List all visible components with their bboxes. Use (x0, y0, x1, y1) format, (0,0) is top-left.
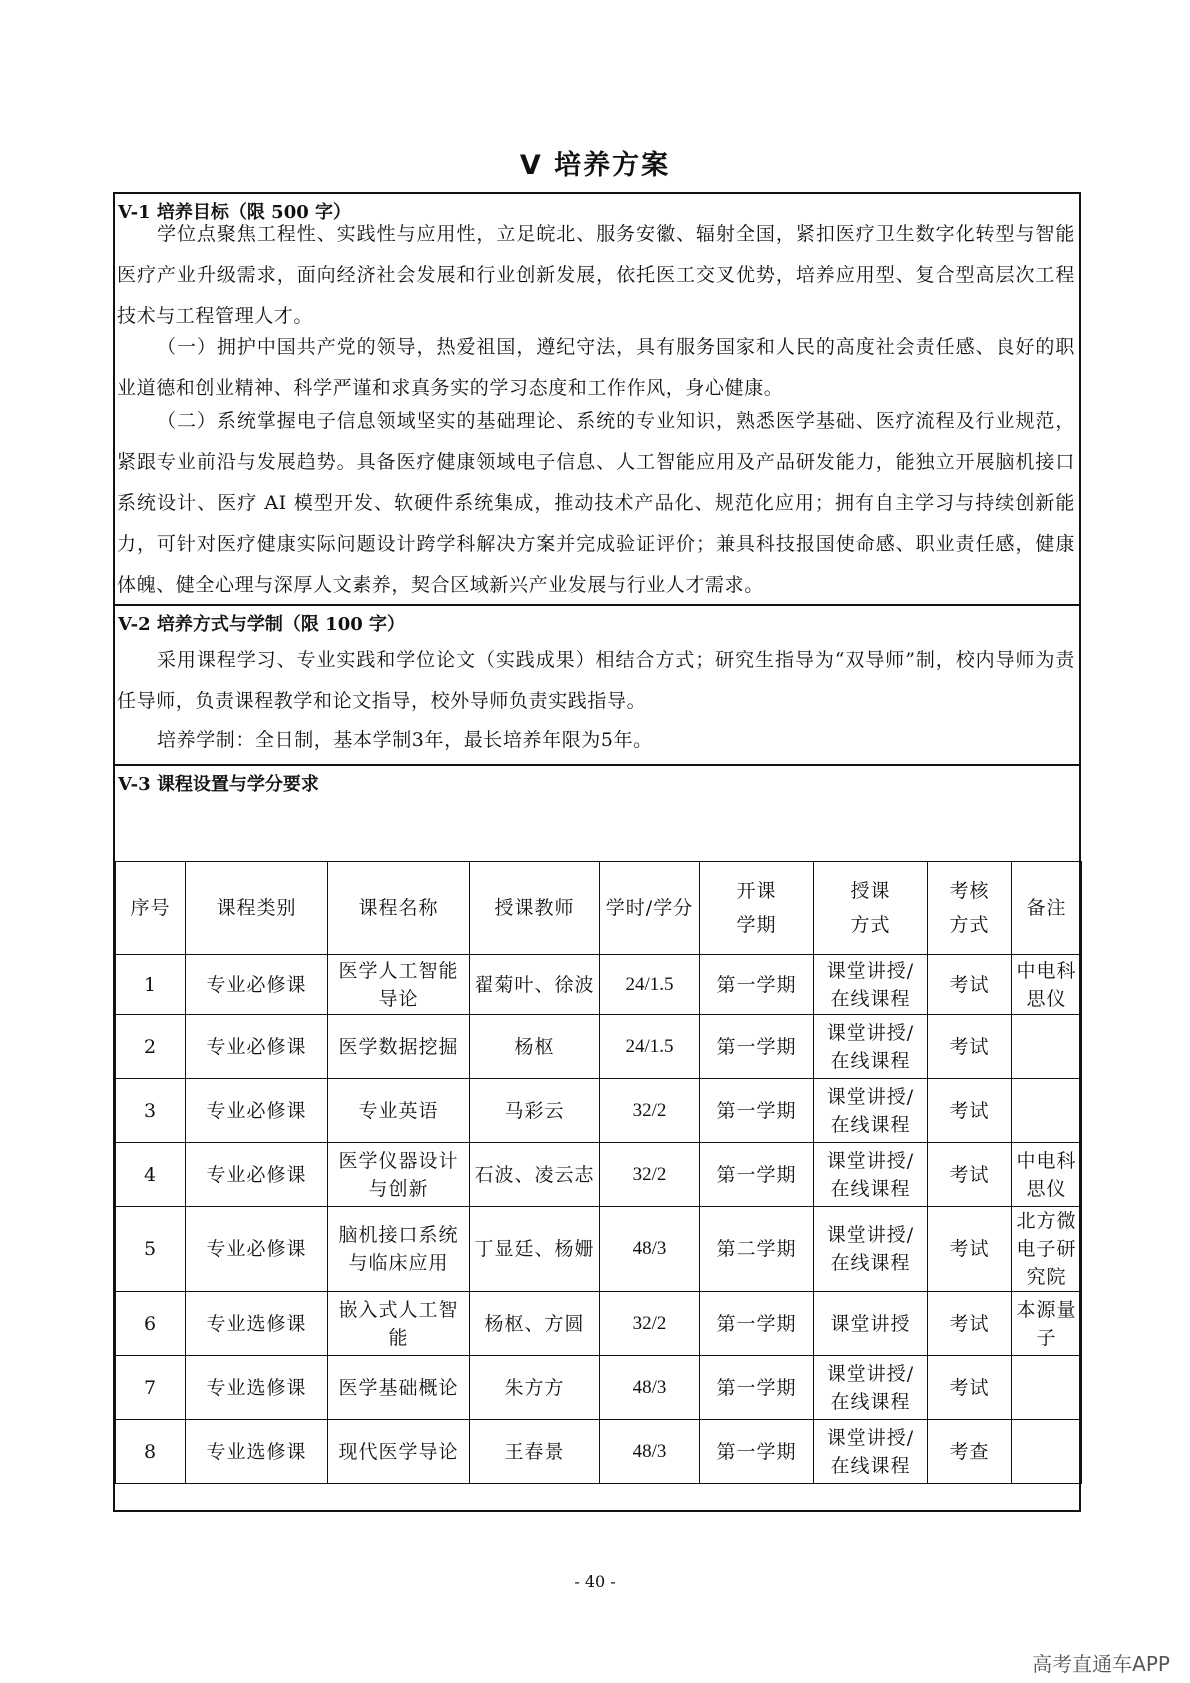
header-col-teacher: 授课教师 (470, 862, 600, 955)
section-heading-mode: V-2 培养方式与学制（限 100 字） (118, 614, 406, 635)
cell-col-course-name: 医学基础概论 (328, 1356, 470, 1420)
cell-col-course-name: 脑机接口系统与临床应用 (328, 1207, 470, 1292)
cell-col-assessment: 考试 (928, 1356, 1012, 1420)
cell-col-assessment: 考试 (928, 1079, 1012, 1143)
cell-col-index: 5 (116, 1207, 186, 1292)
header-col-index: 序号 (116, 862, 186, 955)
cell-col-term: 第一学期 (700, 1356, 814, 1420)
header-col-remark: 备注 (1012, 862, 1082, 955)
cell-col-category: 专业选修课 (186, 1356, 328, 1420)
cell-col-assessment: 考试 (928, 955, 1012, 1015)
cell-col-teacher: 杨枢、方圆 (470, 1292, 600, 1356)
page-number: - 40 - (574, 1572, 616, 1591)
table-row (116, 1420, 1082, 1484)
cell-col-term: 第一学期 (700, 1143, 814, 1207)
cell-col-teaching-mode: 课堂讲授/在线课程 (814, 1015, 928, 1079)
cell-col-teaching-mode: 课堂讲授/在线课程 (814, 955, 928, 1015)
training-plan-frame (113, 192, 1081, 1512)
header-col-course-name: 课程名称 (328, 862, 470, 955)
cell-col-hours-credits: 32/2 (600, 1292, 700, 1356)
cell-col-assessment: 考试 (928, 1143, 1012, 1207)
section-heading-courses: V-3 课程设置与学分要求 (118, 774, 319, 795)
cell-col-teaching-mode: 课堂讲授/在线课程 (814, 1207, 928, 1292)
cell-col-teacher: 杨枢 (470, 1015, 600, 1079)
header-col-term: 开课 学期 (700, 862, 814, 955)
cell-col-term: 第一学期 (700, 1420, 814, 1484)
header-col-category: 课程类别 (186, 862, 328, 955)
page-title: V 培养方案 (519, 150, 671, 181)
header-col-teaching-mode: 授课 方式 (814, 862, 928, 955)
cell-col-index: 4 (116, 1143, 186, 1207)
table-row (116, 1143, 1082, 1207)
watermark: 高考直通车APP (1032, 1652, 1170, 1676)
cell-col-term: 第一学期 (700, 955, 814, 1015)
cell-col-course-name: 嵌入式人工智能 (328, 1292, 470, 1356)
cell-col-teacher: 朱方方 (470, 1356, 600, 1420)
cell-col-term: 第二学期 (700, 1207, 814, 1292)
cell-col-index: 2 (116, 1015, 186, 1079)
cell-col-remark: 本源量子 (1012, 1292, 1082, 1356)
cell-col-index: 6 (116, 1292, 186, 1356)
cell-col-remark: 中电科思仪 (1012, 1143, 1082, 1207)
cell-col-teacher: 翟菊叶、徐波 (470, 955, 600, 1015)
table-row (116, 1079, 1082, 1143)
table-header-row (116, 862, 1082, 955)
table-row (116, 955, 1082, 1015)
cell-col-term: 第一学期 (700, 1015, 814, 1079)
cell-col-teaching-mode: 课堂讲授/在线课程 (814, 1420, 928, 1484)
cell-col-course-name: 医学仪器设计与创新 (328, 1143, 470, 1207)
course-table (115, 861, 1082, 1484)
cell-col-assessment: 考试 (928, 1015, 1012, 1079)
cell-col-term: 第一学期 (700, 1079, 814, 1143)
cell-col-course-name: 现代医学导论 (328, 1420, 470, 1484)
cell-col-hours-credits: 32/2 (600, 1143, 700, 1207)
cell-col-teaching-mode: 课堂讲授 (814, 1292, 928, 1356)
cell-col-course-name: 医学数据挖掘 (328, 1015, 470, 1079)
cell-col-course-name: 专业英语 (328, 1079, 470, 1143)
cell-col-remark (1012, 1015, 1082, 1079)
cell-col-hours-credits: 48/3 (600, 1356, 700, 1420)
cell-col-remark: 中电科思仪 (1012, 955, 1082, 1015)
cell-col-category: 专业必修课 (186, 1015, 328, 1079)
cell-col-assessment: 考查 (928, 1420, 1012, 1484)
cell-col-hours-credits: 24/1.5 (600, 1015, 700, 1079)
cell-col-index: 8 (116, 1420, 186, 1484)
cell-col-hours-credits: 32/2 (600, 1079, 700, 1143)
cell-col-category: 专业必修课 (186, 1143, 328, 1207)
cell-col-teacher: 丁显廷、杨姗 (470, 1207, 600, 1292)
section-heading-goals: V-1 培养目标（限 500 字） (118, 202, 352, 223)
cell-col-teaching-mode: 课堂讲授/在线课程 (814, 1079, 928, 1143)
cell-col-hours-credits: 24/1.5 (600, 955, 700, 1015)
cell-col-category: 专业必修课 (186, 1207, 328, 1292)
cell-col-category: 专业选修课 (186, 1292, 328, 1356)
cell-col-index: 3 (116, 1079, 186, 1143)
cell-col-course-name: 医学人工智能导论 (328, 955, 470, 1015)
mode-paragraph-1: 采用课程学习、专业实践和学位论文（实践成果）相结合方式；研究生指导为“双导师”制，校内导师为责任导师，负责课程教学和论文指导，校外导师负责实践指导。 (117, 649, 1075, 712)
cell-col-term: 第一学期 (700, 1292, 814, 1356)
cell-col-remark (1012, 1420, 1082, 1484)
cell-col-category: 专业选修课 (186, 1420, 328, 1484)
table-row (116, 1356, 1082, 1420)
cell-col-remark (1012, 1079, 1082, 1143)
table-row (116, 1207, 1082, 1292)
cell-col-remark: 北方微电子研究院 (1012, 1207, 1082, 1292)
cell-col-assessment: 考试 (928, 1292, 1012, 1356)
goals-paragraph-1: 学位点聚焦工程性、实践性与应用性，立足皖北、服务安徽、辐射全国，紧扣医疗卫生数字化转型与智能医疗产业升级需求，面向经济社会发展和行业创新发展，依托医工交叉优势，培养应用型、复合型高层次工程技术与工程管理人才。 (117, 223, 1075, 327)
table-row (116, 1292, 1082, 1356)
cell-col-index: 7 (116, 1356, 186, 1420)
cell-col-assessment: 考试 (928, 1207, 1012, 1292)
cell-col-hours-credits: 48/3 (600, 1207, 700, 1292)
cell-col-category: 专业必修课 (186, 1079, 328, 1143)
cell-col-hours-credits: 48/3 (600, 1420, 700, 1484)
goals-paragraph-2: （一）拥护中国共产党的领导，热爱祖国，遵纪守法，具有服务国家和人民的高度社会责任感、良好的职业道德和创业精神、科学严谨和求真务实的学习态度和工作作风，身心健康。 (117, 336, 1075, 399)
goals-paragraph-3: （二）系统掌握电子信息领域坚实的基础理论、系统的专业知识，熟悉医学基础、医疗流程及行业规范，紧跟专业前沿与发展趋势。具备医疗健康领域电子信息、人工智能应用及产品研发能力，能独立开展脑机接口系统设计、医疗 AI 模型开发、软硬件系统集成，推动技术产品化、规范化应用；拥有自主学习与持续创新能力，可针对医疗健康实际问题设计跨学科解决方案并完成验证评价；兼具科技报国使命感、职业责任感，健康体魄、健全心理与深厚人文素养，契合区域新兴产业发展与行业人才需求。 (117, 410, 1075, 596)
cell-col-teacher: 石波、凌云志 (470, 1143, 600, 1207)
cell-col-teacher: 马彩云 (470, 1079, 600, 1143)
cell-col-index: 1 (116, 955, 186, 1015)
header-col-assessment: 考核 方式 (928, 862, 1012, 955)
table-row (116, 1015, 1082, 1079)
mode-paragraph-2: 培养学制：全日制，基本学制3年，最长培养年限为5年。 (157, 729, 653, 751)
cell-col-category: 专业必修课 (186, 955, 328, 1015)
cell-col-remark (1012, 1356, 1082, 1420)
cell-col-teaching-mode: 课堂讲授/在线课程 (814, 1356, 928, 1420)
header-col-hours-credits: 学时/学分 (600, 862, 700, 955)
cell-col-teacher: 王春景 (470, 1420, 600, 1484)
cell-col-teaching-mode: 课堂讲授/在线课程 (814, 1143, 928, 1207)
